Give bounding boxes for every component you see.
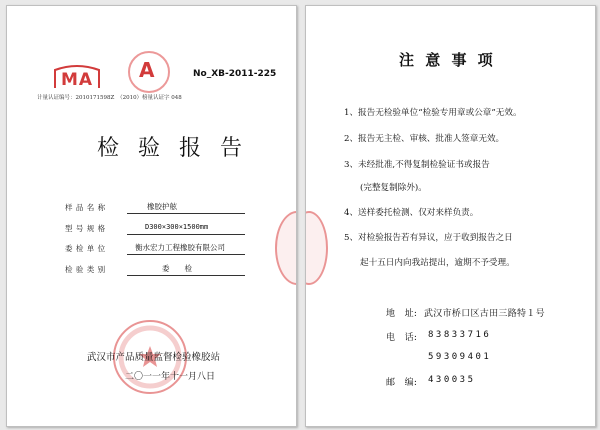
field-value-sample-name: 橡胶护舷 [147, 202, 177, 211]
notice-item-2: 2、报告无主检、审核、批准人签章无效。 [344, 134, 505, 144]
seal-edge-stamp [305, 211, 328, 285]
phone-label: 电 话: [386, 333, 418, 343]
phone-number-2: 59309401 [428, 352, 492, 362]
field-label-model-spec: 型 号 规 格 [65, 224, 106, 233]
field-underline [127, 213, 245, 214]
notice-item-3: 3、未经批准,不得复制检验证书或报告 [344, 160, 490, 170]
field-underline [127, 254, 245, 255]
notice-page [305, 5, 596, 427]
report-number: No_XB-2011-225 [193, 69, 277, 79]
field-underline [127, 234, 245, 235]
cal-logo-text: A [139, 58, 155, 82]
phone-number-1: 83833716 [428, 330, 492, 340]
report-title: 检 验 报 告 [97, 136, 248, 161]
report-cover-page [6, 5, 297, 427]
address-label: 地 址: [386, 309, 418, 319]
field-label-sample-name: 样 品 名 称 [65, 203, 106, 212]
field-label-client: 委 检 单 位 [65, 244, 106, 253]
inspection-station-name: 武汉市产品质量监督检验橡胶站 [87, 352, 221, 363]
postcode-label: 邮 编: [386, 378, 418, 388]
notice-title: 注 意 事 项 [399, 51, 496, 69]
notice-item-5-cont: 起十五日内向我站提出，逾期不予受理。 [360, 258, 515, 268]
field-label-inspection-type: 检 验 类 别 [65, 265, 106, 274]
seal-edge-stamp [275, 211, 297, 285]
field-value-client: 衡水宏力工程橡胶有限公司 [135, 243, 225, 252]
postcode-value: 430035 [428, 375, 476, 385]
notice-item-5: 5、对检验报告若有异议，应于收到报告之日 [344, 233, 513, 243]
field-value-inspection-type: 委 检 [162, 264, 192, 273]
report-date: 二〇一一年十一月八日 [125, 372, 216, 382]
field-value-model-spec: D300×300×1500mm [145, 223, 209, 231]
notice-item-3-cont: (完整复制除外)。 [360, 183, 427, 193]
address-value: 武汉市桥口区古田三路特１号 [424, 309, 545, 319]
field-underline [127, 275, 245, 276]
notice-item-4: 4、送样委托检测、仅对来样负责。 [344, 208, 479, 218]
cma-logo [51, 64, 103, 90]
notice-item-1: 1、报告无检验单位“检验专用章或公章”无效。 [344, 108, 522, 118]
cal-logo [128, 51, 170, 93]
certification-numbers: 计量认证编号：2010171598Z （2010）榜量认证字 048 [37, 95, 182, 101]
cma-logo-text: MA [61, 70, 94, 90]
